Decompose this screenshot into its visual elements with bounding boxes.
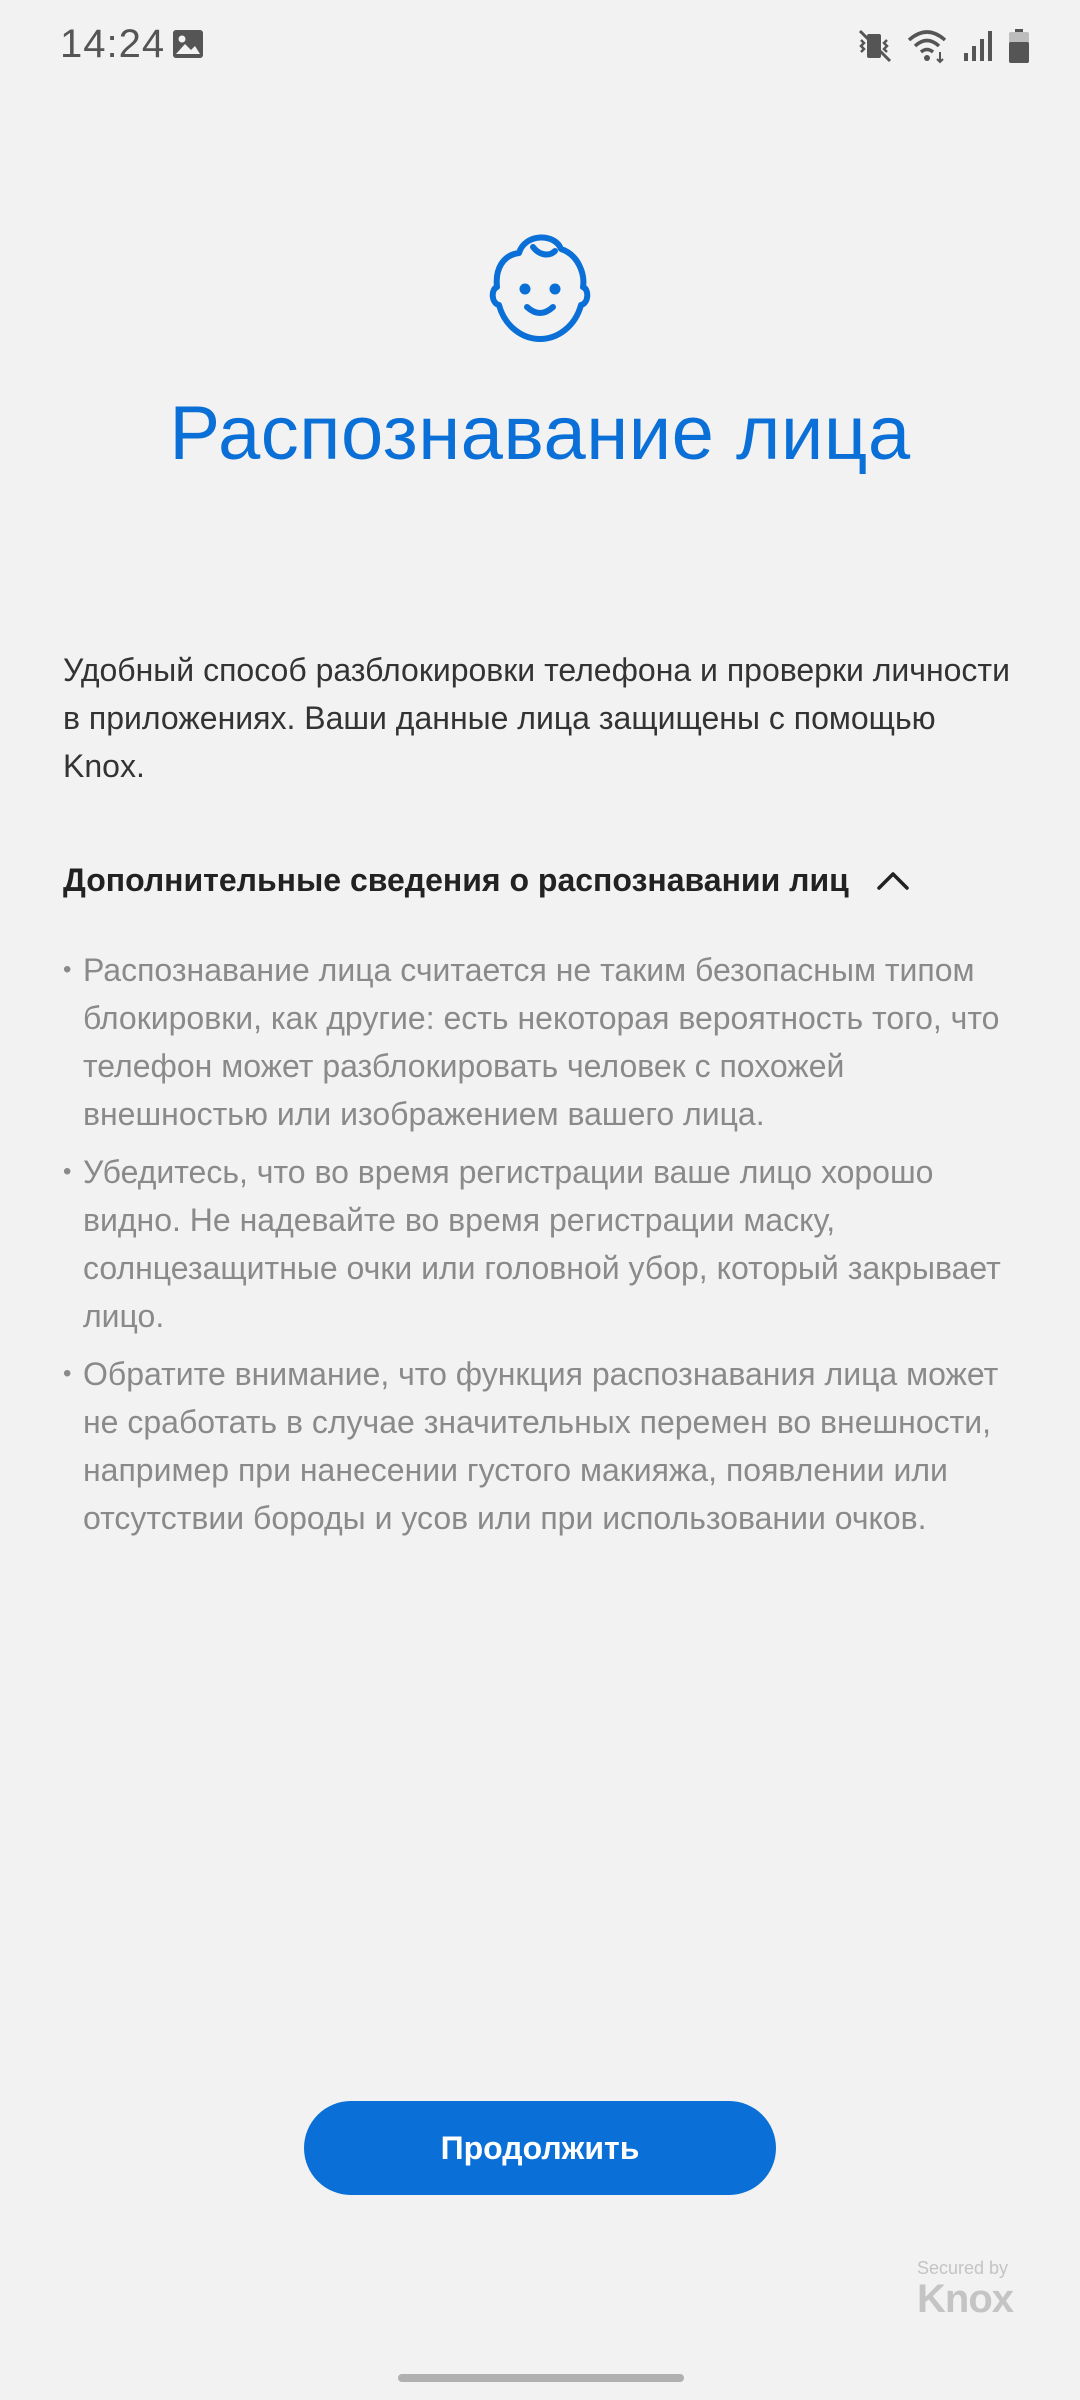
list-item: • Распознавание лица считается не таким безопасным типом блокировки, как другие: есть некоторая вероятность того, что телефон может разблокировать человек с похожей внешностью или изображением вашего лица. xyxy=(63,946,1023,1138)
vibrate-icon xyxy=(858,28,892,64)
home-indicator[interactable] xyxy=(398,2374,684,2382)
list-item: • Обратите внимание, что функция распознавания лица может не сработать в случае значительных перемен во внешности, например при нанесении густого макияжа, появлении или отсутствии бороды и усов или при использовании очков. xyxy=(63,1350,1023,1542)
more-info-label: Дополнительные сведения о распознавании лиц xyxy=(63,861,849,898)
description-text: Удобный способ разблокировки телефона и проверки личности в приложениях. Ваши данные лица защищены с помощью Knox. xyxy=(63,652,1010,784)
status-icons xyxy=(858,24,1030,68)
more-info-toggle[interactable] xyxy=(63,852,911,908)
status-bar xyxy=(0,0,1080,92)
more-info-list xyxy=(63,946,1023,1552)
wifi-icon xyxy=(906,28,948,64)
chevron-up-icon xyxy=(875,868,911,892)
knox-secured-label: Secured by xyxy=(917,2258,1009,2278)
knox-badge xyxy=(917,2258,1013,2320)
face-icon xyxy=(489,225,591,343)
gallery-icon xyxy=(172,29,204,59)
knox-logo: Knox xyxy=(917,2277,1013,2321)
page-title: Распознавание лица xyxy=(169,391,911,476)
battery-icon xyxy=(1008,28,1030,64)
status-time: 14:24 xyxy=(60,22,166,66)
signal-icon xyxy=(962,29,994,63)
list-item: • Убедитесь, что во время регистрации ваше лицо хорошо видно. Не надевайте во время регистрации маску, солнцезащитные очки или головной убор, который закрывает лицо. xyxy=(63,1148,1023,1340)
continue-button[interactable]: Продолжить xyxy=(304,2101,776,2195)
